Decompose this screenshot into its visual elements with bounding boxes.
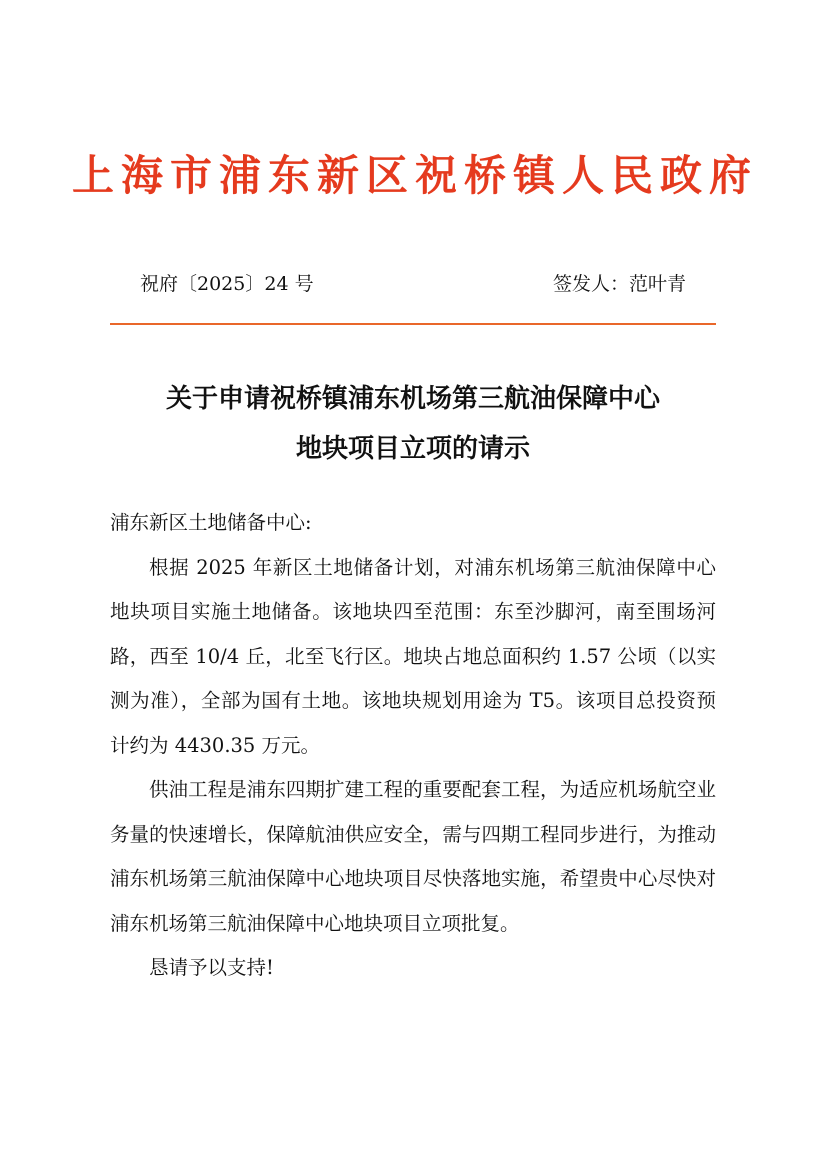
- body-paragraph-1: 根据 2025 年新区土地储备计划，对浦东机场第三航油保障中心地块项目实施土地储备。该地块四至范围：东至沙脚河，南至围场河路，西至 10/4 丘，北至飞行区。地块占地总面积约 1.57 公顷（以实测为准），全部为国有土地。该地块规划用途为 T5。该项目总投资预计约为 4430.35 万元。: [110, 555, 716, 757]
- signer-line: 签发人：范叶青: [552, 273, 686, 295]
- closing-request: 恳请予以支持!: [149, 956, 274, 979]
- document-meta-row: [140, 268, 686, 300]
- document-number: 祝府〔2025〕24 号: [140, 273, 314, 295]
- document-title: [0, 374, 826, 474]
- issuing-organization-header: 上海市浦东新区祝桥镇人民政府: [71, 151, 758, 200]
- header-divider: [110, 323, 716, 325]
- title-line-1: 关于申请祝桥镇浦东机场第三航油保障中心: [165, 384, 660, 414]
- title-line-2: 地块项目立项的请示: [295, 434, 530, 464]
- salutation: 浦东新区土地储备中心:: [110, 511, 312, 534]
- document-body: [110, 501, 716, 991]
- body-paragraph-2: 供油工程是浦东四期扩建工程的重要配套工程，为适应机场航空业务量的快速增长，保障航油供应安全，需与四期工程同步进行，为推动浦东机场第三航油保障中心地块项目尽快落地实施，希望贵中心尽快对浦东机场第三航油保障中心地块项目立项批复。: [110, 778, 716, 935]
